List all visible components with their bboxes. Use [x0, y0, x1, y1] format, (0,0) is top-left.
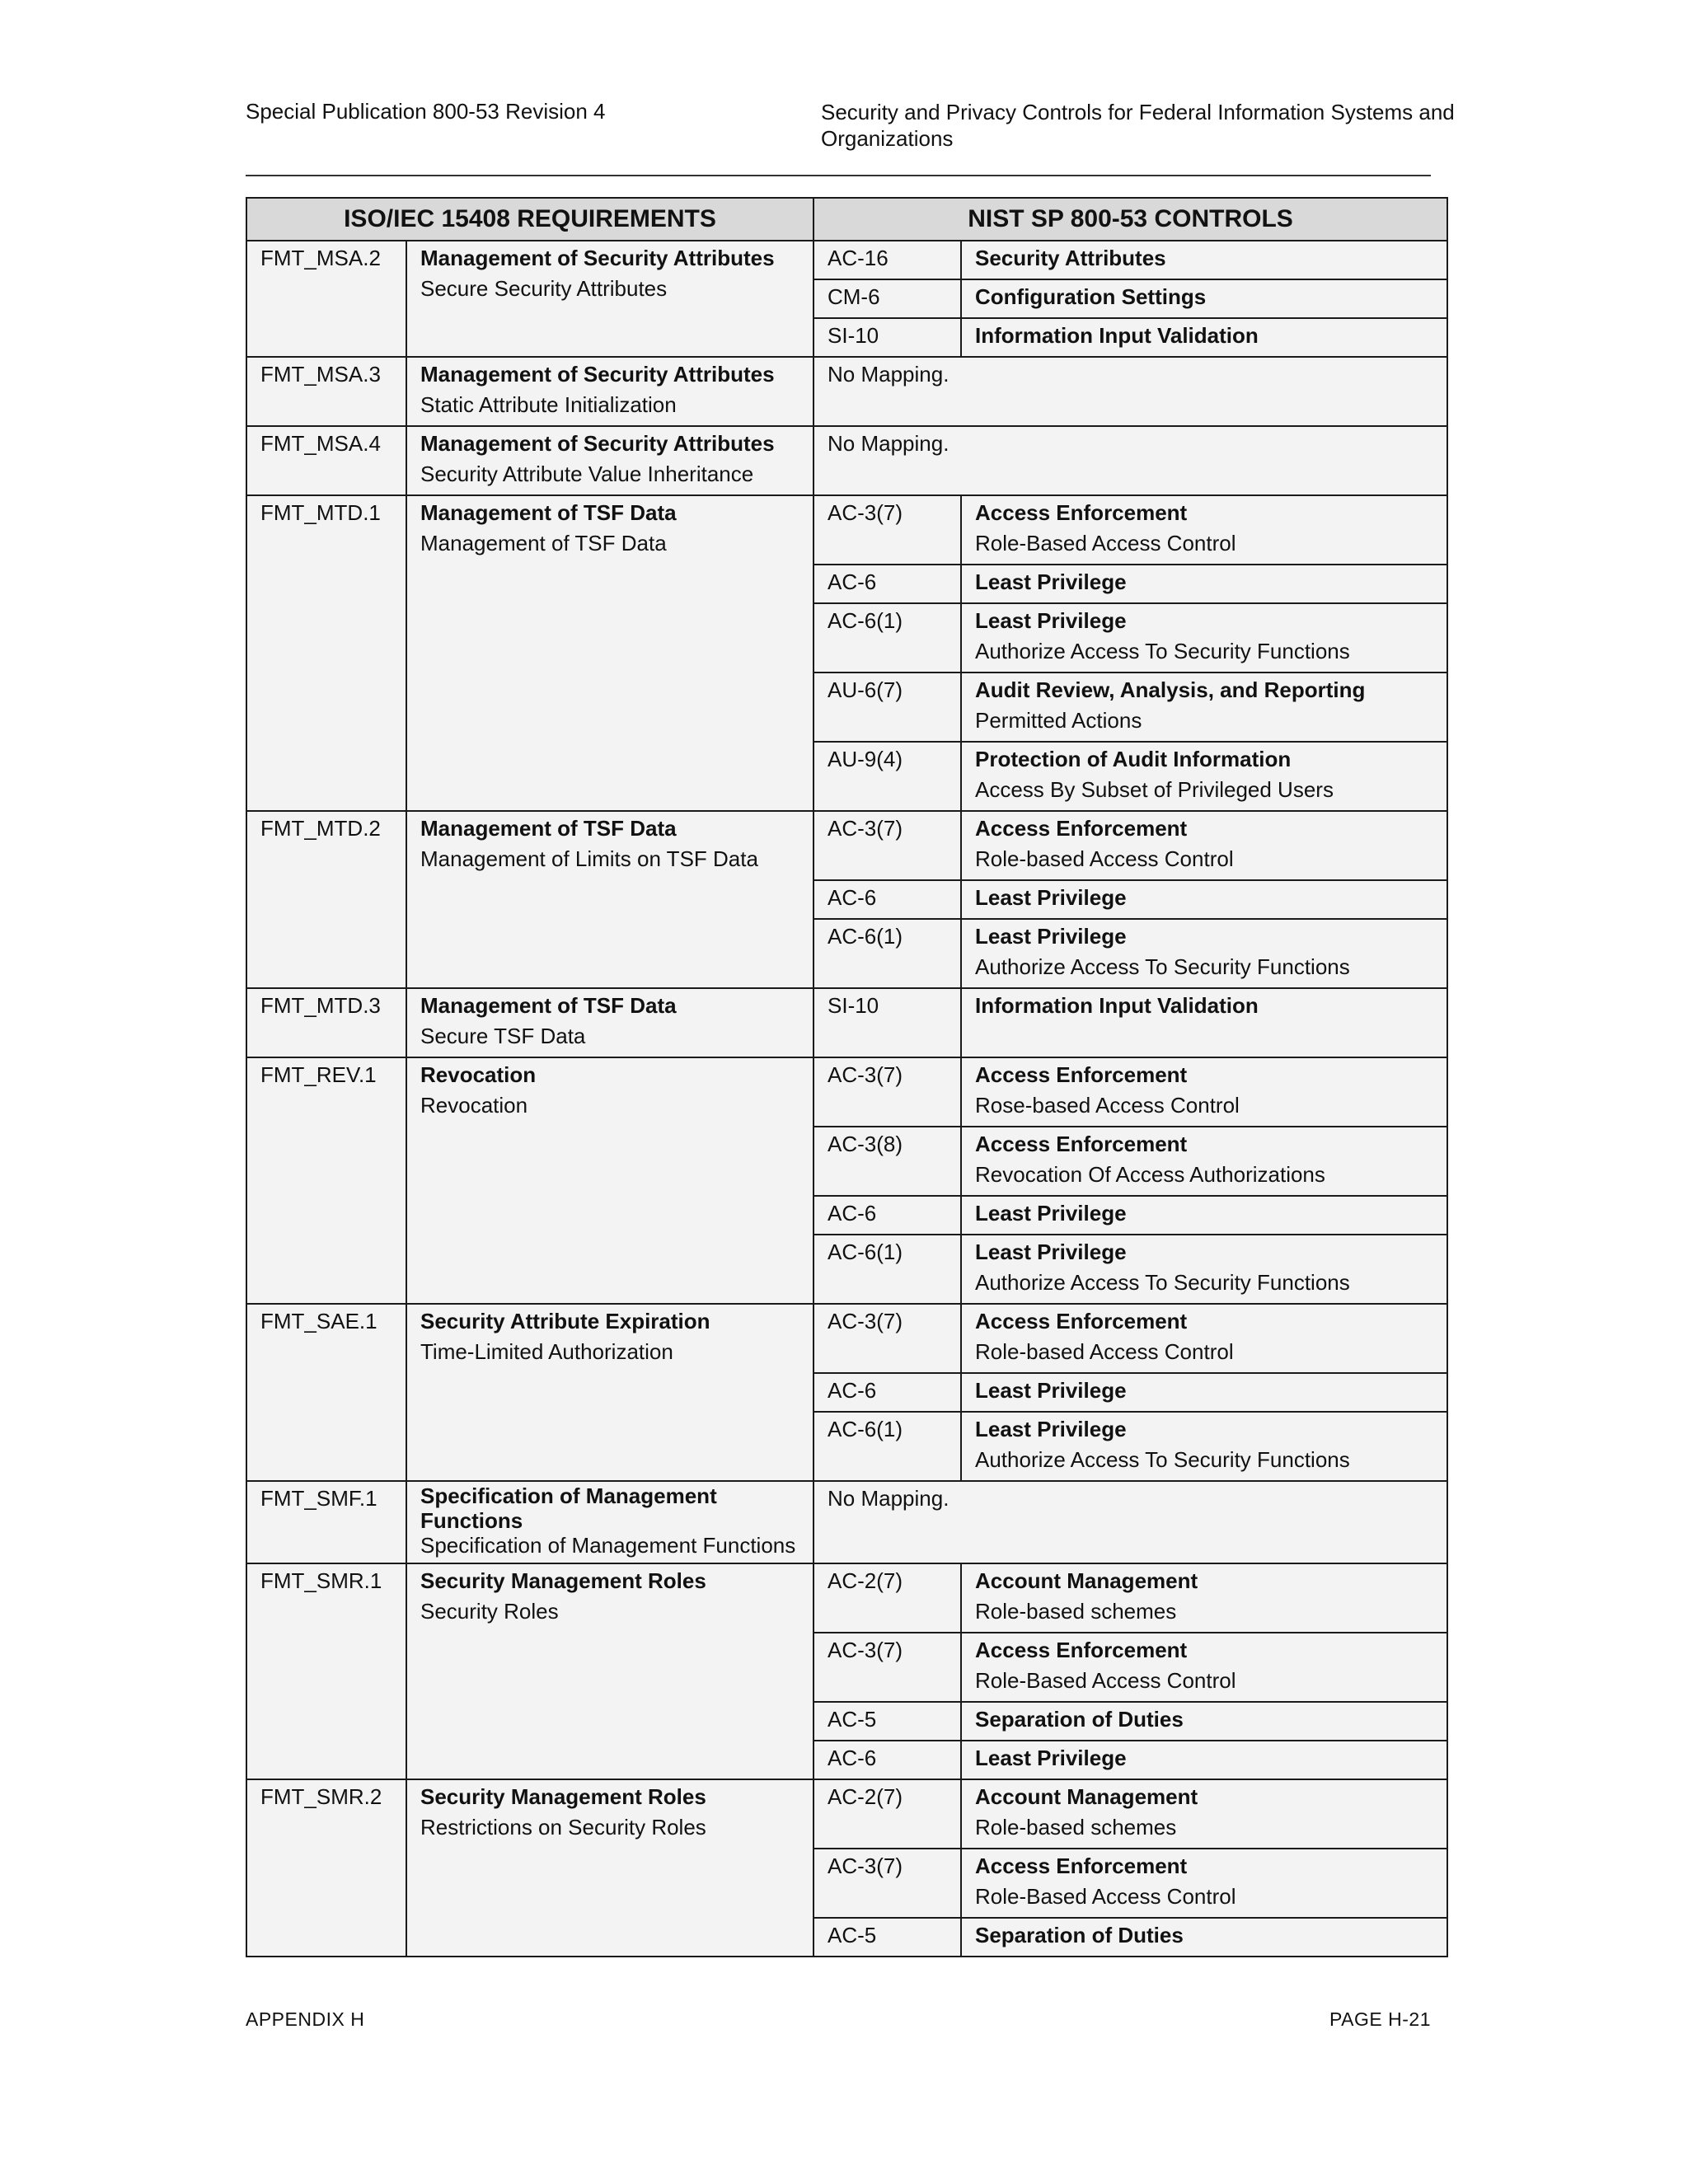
control-cell: [961, 241, 1447, 279]
control-subtitle: Role-based schemes: [975, 1815, 1177, 1840]
requirement-id: FMT_MSA.3: [246, 357, 406, 426]
control-cell: [961, 495, 1447, 565]
requirement-title: Management of Security Attributes: [420, 246, 775, 270]
control-id: AC-5: [814, 1702, 961, 1741]
control-title: Access Enforcement: [975, 1062, 1188, 1087]
control-id: AC-6: [814, 565, 961, 603]
control-title: Access Enforcement: [975, 500, 1188, 525]
requirement-subtitle: Management of TSF Data: [420, 531, 667, 555]
requirement-title: Revocation: [420, 1062, 537, 1087]
control-cell: [961, 1057, 1447, 1127]
col-header-iso: ISO/IEC 15408 REQUIREMENTS: [246, 198, 814, 241]
control-subtitle: Access By Subset of Privileged Users: [975, 777, 1334, 802]
control-cell: [961, 742, 1447, 811]
control-subtitle: Role-Based Access Control: [975, 531, 1236, 555]
control-title: Separation of Duties: [975, 1707, 1184, 1732]
control-subtitle: Role-based Access Control: [975, 1339, 1234, 1364]
requirement-title: Security Attribute Expiration: [420, 1309, 710, 1333]
control-cell: [961, 1235, 1447, 1304]
header-rule: [246, 175, 1431, 176]
control-cell: [961, 1849, 1447, 1918]
control-cell: [961, 673, 1447, 742]
control-id: AC-2(7): [814, 1563, 961, 1633]
control-cell: [961, 1304, 1447, 1373]
control-id: AC-6: [814, 1196, 961, 1235]
control-subtitle: Revocation Of Access Authorizations: [975, 1162, 1325, 1187]
requirement-subtitle: Secure TSF Data: [420, 1024, 586, 1048]
no-mapping-cell: No Mapping.: [814, 426, 1447, 495]
requirement-id: FMT_MTD.3: [246, 988, 406, 1057]
control-id: AC-3(7): [814, 1057, 961, 1127]
control-title: Least Privilege: [975, 569, 1127, 594]
requirement-subtitle: Management of Limits on TSF Data: [420, 846, 758, 871]
control-id: AC-6: [814, 1741, 961, 1779]
control-cell: [961, 603, 1447, 673]
control-id: AC-6(1): [814, 603, 961, 673]
requirement-id: FMT_MSA.2: [246, 241, 406, 357]
requirement-id: FMT_REV.1: [246, 1057, 406, 1304]
control-subtitle: Authorize Access To Security Functions: [975, 639, 1350, 663]
control-cell: [961, 1741, 1447, 1779]
table-row: [246, 241, 1447, 279]
control-title: Access Enforcement: [975, 816, 1188, 841]
requirement-title: Security Management Roles: [420, 1784, 706, 1809]
control-title: Configuration Settings: [975, 284, 1207, 309]
control-cell: [961, 1918, 1447, 1957]
requirement-subtitle: Secure Security Attributes: [420, 276, 668, 301]
control-subtitle: Role-based Access Control: [975, 846, 1234, 871]
control-subtitle: Rose-based Access Control: [975, 1093, 1240, 1118]
control-id: AC-3(7): [814, 1633, 961, 1702]
requirement-title: Security Management Roles: [420, 1568, 706, 1593]
control-cell: [961, 318, 1447, 357]
control-cell: [961, 880, 1447, 919]
requirement-id: FMT_SAE.1: [246, 1304, 406, 1481]
control-title: Least Privilege: [975, 1746, 1127, 1770]
control-subtitle: Role-Based Access Control: [975, 1668, 1236, 1693]
requirement-subtitle: Security Roles: [420, 1599, 559, 1624]
table-row: [246, 1563, 1447, 1633]
table-row: [246, 988, 1447, 1057]
control-subtitle: Role-based schemes: [975, 1599, 1177, 1624]
requirement-subtitle: Static Attribute Initialization: [420, 392, 677, 417]
requirement-cell: [406, 1779, 814, 1957]
control-id: AU-6(7): [814, 673, 961, 742]
footer-appendix: APPENDIX H: [246, 2008, 365, 2030]
requirement-subtitle: Revocation: [420, 1093, 528, 1118]
control-title: Protection of Audit Information: [975, 747, 1292, 771]
control-id: AC-2(7): [814, 1779, 961, 1849]
control-title: Separation of Duties: [975, 1923, 1184, 1947]
control-title: Least Privilege: [975, 1417, 1127, 1441]
table-row: [246, 1481, 1447, 1563]
table-row: [246, 811, 1447, 880]
no-mapping-cell: No Mapping.: [814, 357, 1447, 426]
control-id: AC-16: [814, 241, 961, 279]
control-cell: [961, 1127, 1447, 1196]
control-subtitle: Role-Based Access Control: [975, 1884, 1236, 1909]
requirement-id: FMT_MTD.2: [246, 811, 406, 988]
requirement-cell: [406, 1057, 814, 1304]
control-cell: [961, 1412, 1447, 1481]
control-id: AU-9(4): [814, 742, 961, 811]
control-cell: [961, 1779, 1447, 1849]
control-id: SI-10: [814, 988, 961, 1057]
control-cell: [961, 565, 1447, 603]
control-cell: [961, 1373, 1447, 1412]
requirement-id: FMT_SMR.2: [246, 1779, 406, 1957]
header-publication: Special Publication 800-53 Revision 4: [246, 99, 606, 124]
control-title: Audit Review, Analysis, and Reporting: [975, 677, 1366, 702]
requirement-subtitle: Security Attribute Value Inheritance: [420, 462, 754, 486]
control-cell: [961, 1633, 1447, 1702]
mapping-table: [246, 197, 1448, 1957]
table-row: [246, 495, 1447, 565]
control-id: AC-6: [814, 880, 961, 919]
no-mapping-cell: No Mapping.: [814, 1481, 1447, 1563]
control-title: Least Privilege: [975, 1378, 1127, 1403]
table-row: [246, 426, 1447, 495]
footer-page-number: PAGE H-21: [1329, 2008, 1431, 2030]
control-cell: [961, 1563, 1447, 1633]
requirement-title: Management of TSF Data: [420, 993, 677, 1018]
control-title: Least Privilege: [975, 885, 1127, 910]
control-id: AC-6(1): [814, 1235, 961, 1304]
requirement-id: FMT_MTD.1: [246, 495, 406, 811]
control-subtitle: Authorize Access To Security Functions: [975, 954, 1350, 979]
requirement-id: FMT_MSA.4: [246, 426, 406, 495]
control-cell: [961, 988, 1447, 1057]
control-title: Least Privilege: [975, 1240, 1127, 1264]
control-cell: [961, 1196, 1447, 1235]
control-title: Security Attributes: [975, 246, 1166, 270]
requirement-title: Management of Security Attributes: [420, 431, 775, 456]
table-row: [246, 1057, 1447, 1127]
table-row: [246, 1779, 1447, 1849]
control-title: Access Enforcement: [975, 1638, 1188, 1662]
requirement-cell: [406, 1563, 814, 1779]
control-title: Least Privilege: [975, 1201, 1127, 1226]
control-id: AC-3(7): [814, 811, 961, 880]
control-id: AC-3(7): [814, 495, 961, 565]
control-title: Access Enforcement: [975, 1309, 1188, 1333]
requirement-cell: [406, 495, 814, 811]
control-id: SI-10: [814, 318, 961, 357]
requirement-title: Specification of Management Functions: [420, 1483, 717, 1533]
requirement-title: Management of TSF Data: [420, 500, 677, 525]
control-id: AC-6(1): [814, 1412, 961, 1481]
requirement-cell: [406, 988, 814, 1057]
control-title: Information Input Validation: [975, 993, 1259, 1018]
header-title: Security and Privacy Controls for Federal Information Systems and Organizations: [821, 100, 1455, 151]
control-title: Access Enforcement: [975, 1854, 1188, 1878]
requirement-subtitle: Restrictions on Security Roles: [420, 1815, 706, 1840]
requirement-cell: [406, 1304, 814, 1481]
requirement-cell: [406, 1481, 814, 1563]
control-title: Information Input Validation: [975, 323, 1259, 348]
control-id: AC-3(8): [814, 1127, 961, 1196]
requirement-subtitle: Time-Limited Authorization: [420, 1339, 673, 1364]
control-title: Account Management: [975, 1568, 1198, 1593]
requirement-id: FMT_SMF.1: [246, 1481, 406, 1563]
requirement-subtitle: Specification of Management Functions: [420, 1533, 796, 1558]
control-subtitle: Permitted Actions: [975, 708, 1142, 733]
control-title: Account Management: [975, 1784, 1198, 1809]
requirement-title: Management of Security Attributes: [420, 362, 775, 387]
requirement-cell: [406, 811, 814, 988]
control-subtitle: Authorize Access To Security Functions: [975, 1447, 1350, 1472]
control-id: AC-3(7): [814, 1304, 961, 1373]
control-id: AC-3(7): [814, 1849, 961, 1918]
table-header-row: [246, 198, 1447, 241]
control-id: AC-6: [814, 1373, 961, 1412]
control-title: Access Enforcement: [975, 1132, 1188, 1156]
control-subtitle: Authorize Access To Security Functions: [975, 1270, 1350, 1295]
requirement-cell: [406, 241, 814, 357]
table-row: [246, 1304, 1447, 1373]
table-body: [246, 241, 1447, 1957]
control-cell: [961, 1702, 1447, 1741]
col-header-nist: NIST SP 800-53 CONTROLS: [814, 198, 1447, 241]
requirement-id: FMT_SMR.1: [246, 1563, 406, 1779]
control-cell: [961, 811, 1447, 880]
requirement-title: Management of TSF Data: [420, 816, 677, 841]
table-row: [246, 357, 1447, 426]
control-id: AC-6(1): [814, 919, 961, 988]
control-title: Least Privilege: [975, 608, 1127, 633]
control-id: CM-6: [814, 279, 961, 318]
control-cell: [961, 919, 1447, 988]
requirement-cell: [406, 426, 814, 495]
control-cell: [961, 279, 1447, 318]
control-title: Least Privilege: [975, 924, 1127, 949]
requirement-cell: [406, 357, 814, 426]
control-id: AC-5: [814, 1918, 961, 1957]
